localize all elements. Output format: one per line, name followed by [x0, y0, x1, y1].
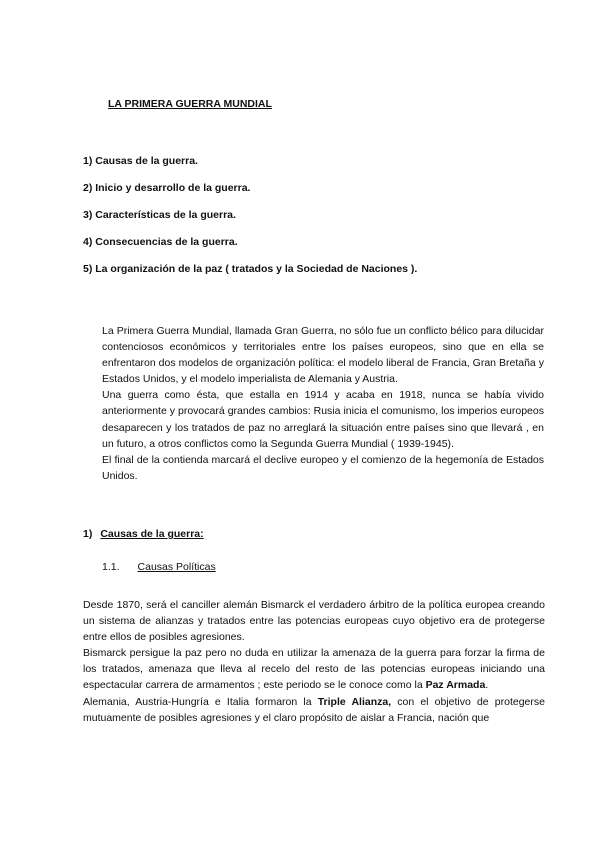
- intro-paragraph-1: La Primera Guerra Mundial, llamada Gran Guerra, no sólo fue un conflicto bélico para dilucidar contenciosos económicos y territoriales entre los países europeos, sino que en ella se enfrentaron dos modelos de organización política: el modelo liberal de Francia, Gran Bretaña y Estados Unidos, y el modelo imperialista de Alemania y Austria.: [102, 325, 544, 386]
- body-text-span: .: [485, 679, 489, 692]
- toc-item-3: 3) Características de la guerra.: [83, 209, 236, 221]
- intro-paragraph-2: Una guerra como ésta, que estalla en 1914 y acaba en 1918, nunca se había vivido anteriormente y provocará grandes cambios: Rusia inicia el comunismo, los imperios europeos desaparecen y los tratados de paz no arreglará la situación entre países sino que llevará , en un futuro, a otros conflictos como la Segunda Guerra Mundial ( 1939-1945).: [102, 389, 544, 450]
- body-text-span: Alemania, Austria-Hungría e Italia formaron la: [83, 695, 318, 708]
- intro-text: [102, 323, 544, 484]
- body-paragraph-3: [83, 694, 545, 726]
- toc-item-2: 2) Inicio y desarrollo de la guerra.: [83, 182, 251, 194]
- subsection-heading: [102, 561, 216, 573]
- body-paragraph-2: [83, 645, 545, 693]
- body-paragraph-1: Desde 1870, será el canciller alemán Bismarck el verdadero árbitro de la política europea creando un sistema de alianzas y tratados entre las potencias europeas cuyo objetivo era de protegerse entre ellos de posibles agresiones.: [83, 599, 545, 644]
- bold-term-triple-alianza: Triple Alianza,: [317, 695, 392, 708]
- page-title: LA PRIMERA GUERRA MUNDIAL: [108, 98, 272, 110]
- section-label: Causas de la guerra:: [100, 528, 204, 540]
- section-heading: [83, 528, 204, 540]
- section-number: 1): [83, 528, 93, 540]
- toc-item-5: 5) La organización de la paz ( tratados y la Sociedad de Naciones ).: [83, 263, 418, 275]
- bold-term-paz-armada: Paz Armada: [425, 679, 486, 692]
- toc-item-4: 4) Consecuencias de la guerra.: [83, 236, 238, 248]
- subsection-number: 1.1.: [102, 561, 120, 573]
- intro-paragraph-3: El final de la contienda marcará el declive europeo y el comienzo de la hegemonía de Estados Unidos.: [102, 453, 544, 482]
- subsection-label: Causas Políticas: [137, 561, 216, 573]
- body-text-span: Bismarck persigue la paz pero no duda en utilizar la amenaza de la guerra para forzar la firma de los tratados, amenaza que lleva al recelo del resto de las potencias europeas iniciando una espectacular carrera de armamentos ; este periodo se le conoce como la: [83, 647, 545, 692]
- toc-item-1: 1) Causas de la guerra.: [83, 155, 198, 167]
- body-text: [83, 597, 545, 726]
- body-text-span: con el objetivo de protegerse mutuamente de posibles agresiones y el claro propósito de aislar a Francia, nación que: [83, 695, 545, 724]
